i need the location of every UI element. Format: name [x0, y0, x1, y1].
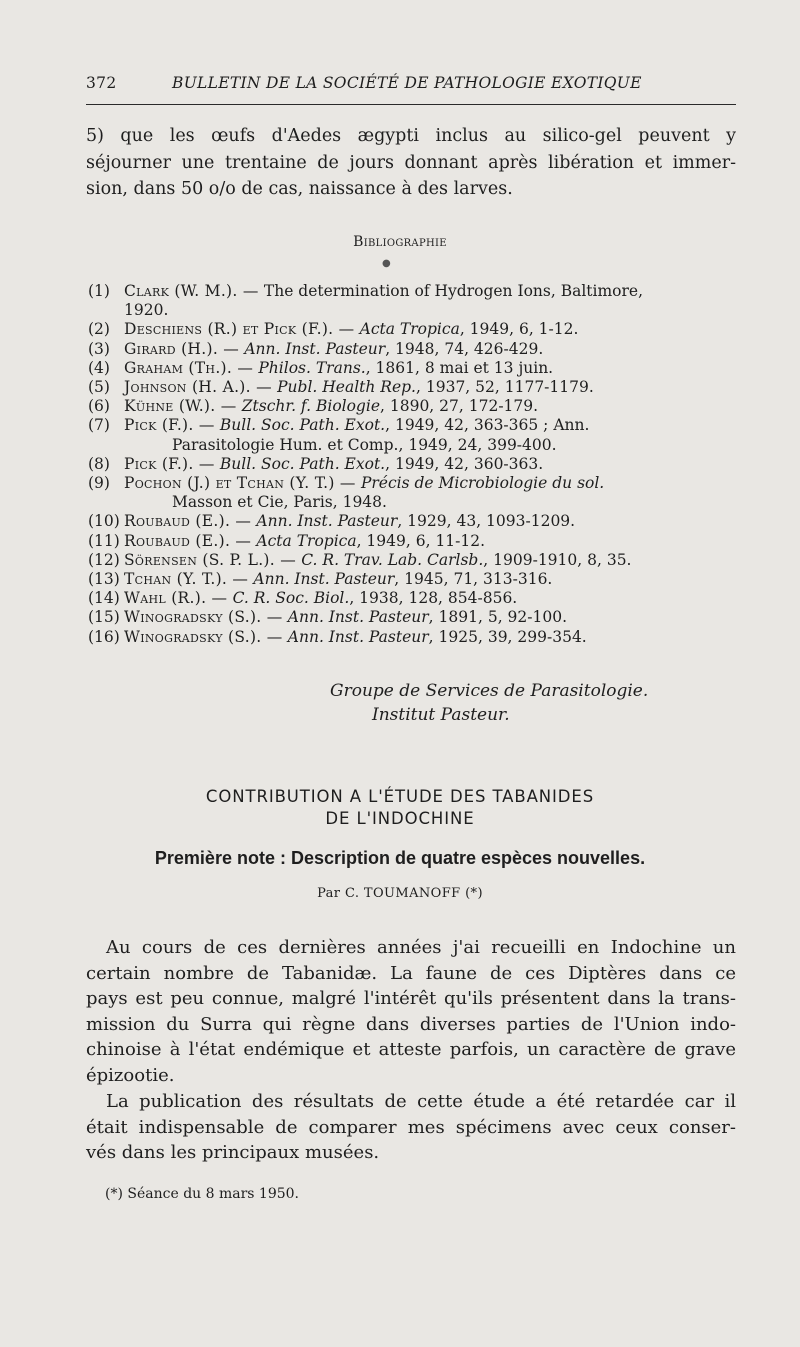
intro-paragraph: [86, 123, 736, 203]
article-title-line-2: DE L'INDOCHINE: [325, 809, 475, 828]
reference-item: (2) Deschiens (R.) et Pick (F.). — Acta Tropica, 1949, 6, 1-12.: [88, 320, 579, 339]
text-line: pays est peu connue, malgré l'intérêt qu'ils présentent dans la trans-: [86, 988, 736, 1010]
reference-item: (7) Pick (F.). — Bull. Soc. Path. Exot., 1949, 42, 363-365 ; Ann. Parasitologie Hum. et Comp., 1949, 24, 399-400.: [88, 416, 590, 454]
text-line: sion, dans 50 o/o de cas, naissance à des larves.: [86, 179, 513, 199]
article-title: [0, 786, 800, 830]
affiliation-line-1: Groupe de Services de Parasitologie.: [330, 681, 649, 701]
reference-item: (15) Winogradsky (S.). — Ann. Inst. Pasteur, 1891, 5, 92-100.: [88, 608, 568, 627]
text-line: Au cours de ces dernières années j'ai recueilli en Indochine un: [106, 937, 736, 958]
reference-item: (1) Clark (W. M.). — The determination of Hydrogen Ions, Baltimore, 1920.: [88, 282, 644, 320]
reference-item: (10) Roubaud (E.). — Ann. Inst. Pasteur, 1929, 43, 1093-1209.: [88, 512, 576, 531]
reference-item: (5) Johnson (H. A.). — Publ. Health Rep., 1937, 52, 1177-1179.: [88, 378, 594, 397]
article-author: Par C. TOUMANOFF (*): [317, 886, 483, 901]
reference-item: (9) Pochon (J.) et Tchan (Y. T.) — Précis de Microbiologie du sol. Masson et Cie, Paris, 1948.: [88, 474, 605, 512]
text-line: certain nombre de Tabanidæ. La faune de ces Diptères dans ce: [86, 962, 736, 984]
text-line: La publication des résultats de cette étude a été retardée car il: [106, 1091, 736, 1112]
reference-item: (11) Roubaud (E.). — Acta Tropica, 1949, 6, 11-12.: [88, 531, 486, 550]
bibliography-list: [88, 282, 748, 647]
text-line: mission du Surra qui règne dans diverses parties de l'Union indo-: [86, 1013, 736, 1035]
reference-item: (14) Wahl (R.). — C. R. Soc. Biol., 1938, 128, 854-856.: [88, 589, 518, 608]
reference-item: (12) Sörensen (S. P. L.). — C. R. Trav. Lab. Carlsb., 1909-1910, 8, 35.: [88, 550, 632, 569]
header-rule: [86, 104, 736, 105]
text-line: chinoise à l'état endémique et atteste parfois, un caractère de grave: [86, 1039, 736, 1061]
reference-item: (16) Winogradsky (S.). — Ann. Inst. Pasteur, 1925, 39, 299-354.: [88, 627, 587, 646]
body-paragraph-1: [86, 935, 736, 1089]
reference-item: (8) Pick (F.). — Bull. Soc. Path. Exot., 1949, 42, 360-363.: [88, 454, 544, 473]
text-line: 5) que les œufs d'Aedes ægypti inclus au silico-gel peuvent y: [86, 126, 736, 146]
article-subtitle: Première note : Description de quatre espèces nouvelles.: [154, 848, 646, 868]
reference-item: (6) Kühne (W.). — Ztschr. f. Biologie, 1890, 27, 172-179.: [88, 397, 539, 416]
footnote: (*) Séance du 8 mars 1950.: [105, 1186, 300, 1202]
body-paragraph-2: [86, 1089, 736, 1166]
text-line: était indispensable de comparer mes spécimens avec ceux conser-: [86, 1116, 736, 1138]
article-title-line-1: CONTRIBUTION A L'ÉTUDE DES TABANIDES: [205, 787, 595, 806]
reference-item: (13) Tchan (Y. T.). — Ann. Inst. Pasteur, 1945, 71, 313-316.: [88, 570, 553, 589]
reference-item: (4) Graham (Th.). — Philos. Trans., 1861, 8 mai et 13 juin.: [88, 358, 554, 377]
text-line: séjourner une trentaine de jours donnant après libération et immer-: [86, 152, 736, 173]
text-line: vés dans les principaux musées.: [86, 1142, 380, 1164]
journal-title: BULLETIN DE LA SOCIÉTÉ DE PATHOLOGIE EXOTIQUE: [172, 74, 642, 92]
bullet-dot-icon: ●: [382, 258, 391, 269]
page-number: 372: [86, 74, 117, 92]
bibliography-heading: Bibliographie: [353, 234, 447, 250]
affiliation-line-2: Institut Pasteur.: [372, 705, 510, 725]
reference-item: (3) Girard (H.). — Ann. Inst. Pasteur, 1948, 74, 426-429.: [88, 339, 544, 358]
text-line: épizootie.: [86, 1064, 175, 1086]
